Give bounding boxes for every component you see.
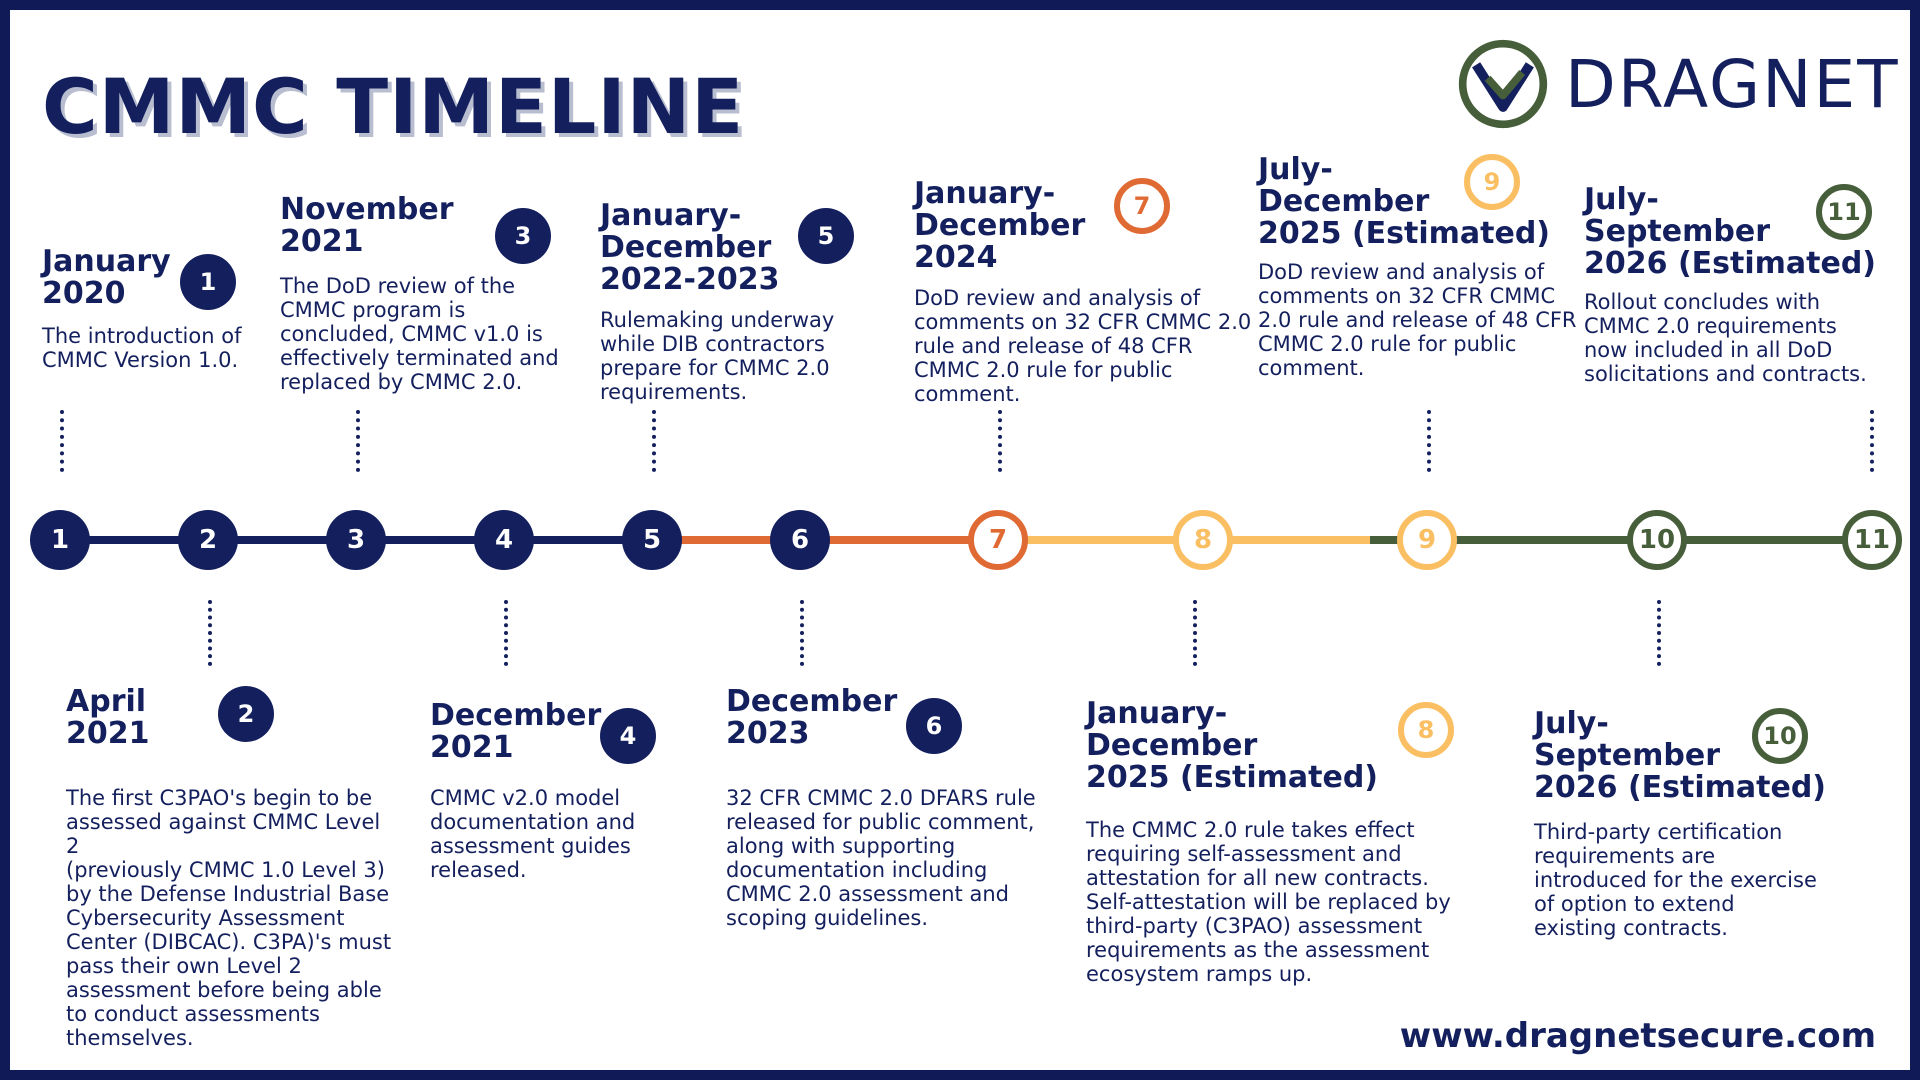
event-4-badge: 4 (600, 708, 656, 764)
timeline-segment-orange (670, 536, 1000, 544)
event-11-badge: 11 (1816, 184, 1872, 240)
event-9-title: July- December 2025 (Estimated) (1258, 152, 1551, 251)
timeline-node-7: 7 (968, 510, 1028, 570)
event-8-badge: 8 (1398, 702, 1454, 758)
event-3-desc: The DoD review of the CMMC program is concluded, CMMC v1.0 is effectively terminated and replaced by CMMC 2.0. (280, 274, 559, 394)
event-5-badge: 5 (798, 208, 854, 264)
connector-10 (1657, 600, 1661, 666)
brand-logo (1455, 28, 1900, 138)
event-6-badge: 6 (906, 698, 962, 754)
timeline-node-4: 4 (474, 510, 534, 570)
event-1-title: January 2020 (42, 244, 171, 311)
connector-3 (356, 410, 360, 472)
website-url[interactable]: www.dragnetsecure.com (1399, 1016, 1876, 1056)
event-5-title: January- December 2022-2023 (600, 198, 780, 297)
timeline-node-1: 1 (30, 510, 90, 570)
connector-5 (652, 410, 656, 472)
event-9-desc: DoD review and analysis of comments on 32 CFR CMMC 2.0 rule and release of 48 CFR CMMC 2.0 rule for public comment. (1258, 260, 1577, 380)
event-4-title: December 2021 (430, 698, 602, 765)
event-7-badge: 7 (1114, 178, 1170, 234)
timeline-node-10: 10 (1627, 510, 1687, 570)
connector-7 (998, 410, 1002, 472)
page-title: CMMC TIMELINE (42, 62, 745, 151)
event-2-desc: The first C3PAO's begin to be assessed against CMMC Level 2 (previously CMMC 1.0 Level 3) by the Defense Industrial Base Cybersecurity Assessment Center (DIBCAC). C3PA)'s must pass their own Level 2 assessment before being able to conduct assessments themselves. (66, 786, 392, 1050)
event-3-badge: 3 (495, 208, 551, 264)
event-6-desc: 32 CFR CMMC 2.0 DFARS rule released for public comment, along with supporting documentation including CMMC 2.0 assessment and scoping guidelines. (726, 786, 1036, 930)
event-3-title: November 2021 (280, 192, 454, 259)
event-11-title: July- September 2026 (Estimated) (1584, 182, 1877, 281)
dragnet-shield-icon (1455, 36, 1551, 132)
timeline-node-5: 5 (622, 510, 682, 570)
connector-8 (1193, 600, 1197, 666)
event-7-desc: DoD review and analysis of comments on 32 CFR CMMC 2.0 rule and release of 48 CFR CMMC 2.0 rule for public comment. (914, 286, 1252, 406)
event-1-badge: 1 (180, 254, 236, 310)
event-9-badge: 9 (1464, 154, 1520, 210)
event-5-desc: Rulemaking underway while DIB contractors prepare for CMMC 2.0 requirements. (600, 308, 835, 404)
connector-9 (1427, 410, 1431, 472)
connector-4 (504, 600, 508, 666)
infographic-frame (10, 10, 1910, 1070)
connector-2 (208, 600, 212, 666)
brand-name: DRAGNET (1565, 46, 1900, 123)
event-2-title: April 2021 (66, 684, 150, 751)
event-4-desc: CMMC v2.0 model documentation and assessment guides released. (430, 786, 636, 882)
timeline-node-9: 9 (1397, 510, 1457, 570)
timeline-node-8: 8 (1173, 510, 1233, 570)
event-8-desc: The CMMC 2.0 rule takes effect requiring self-assessment and attestation for all new contracts. Self-attestation will be replaced by third-party (C3PAO) assessment requirements as the assessment ecosystem ramps up. (1086, 818, 1451, 986)
connector-1 (60, 410, 64, 472)
event-11-desc: Rollout concludes with CMMC 2.0 requirements now included in all DoD solicitations and contracts. (1584, 290, 1867, 386)
timeline-node-6: 6 (770, 510, 830, 570)
event-6-title: December 2023 (726, 684, 898, 751)
event-7-title: January- December 2024 (914, 176, 1086, 275)
connector-11 (1870, 410, 1874, 472)
event-8-title: January- December 2025 (Estimated) (1086, 696, 1379, 795)
event-10-title: July- September 2026 (Estimated) (1534, 706, 1827, 805)
timeline-node-2: 2 (178, 510, 238, 570)
event-2-badge: 2 (218, 686, 274, 742)
connector-6 (800, 600, 804, 666)
event-1-desc: The introduction of CMMC Version 1.0. (42, 324, 242, 372)
timeline-node-11: 11 (1842, 510, 1902, 570)
event-10-badge: 10 (1752, 708, 1808, 764)
timeline-node-3: 3 (326, 510, 386, 570)
event-10-desc: Third-party certification requirements are introduced for the exercise of option to extend existing contracts. (1534, 820, 1817, 940)
